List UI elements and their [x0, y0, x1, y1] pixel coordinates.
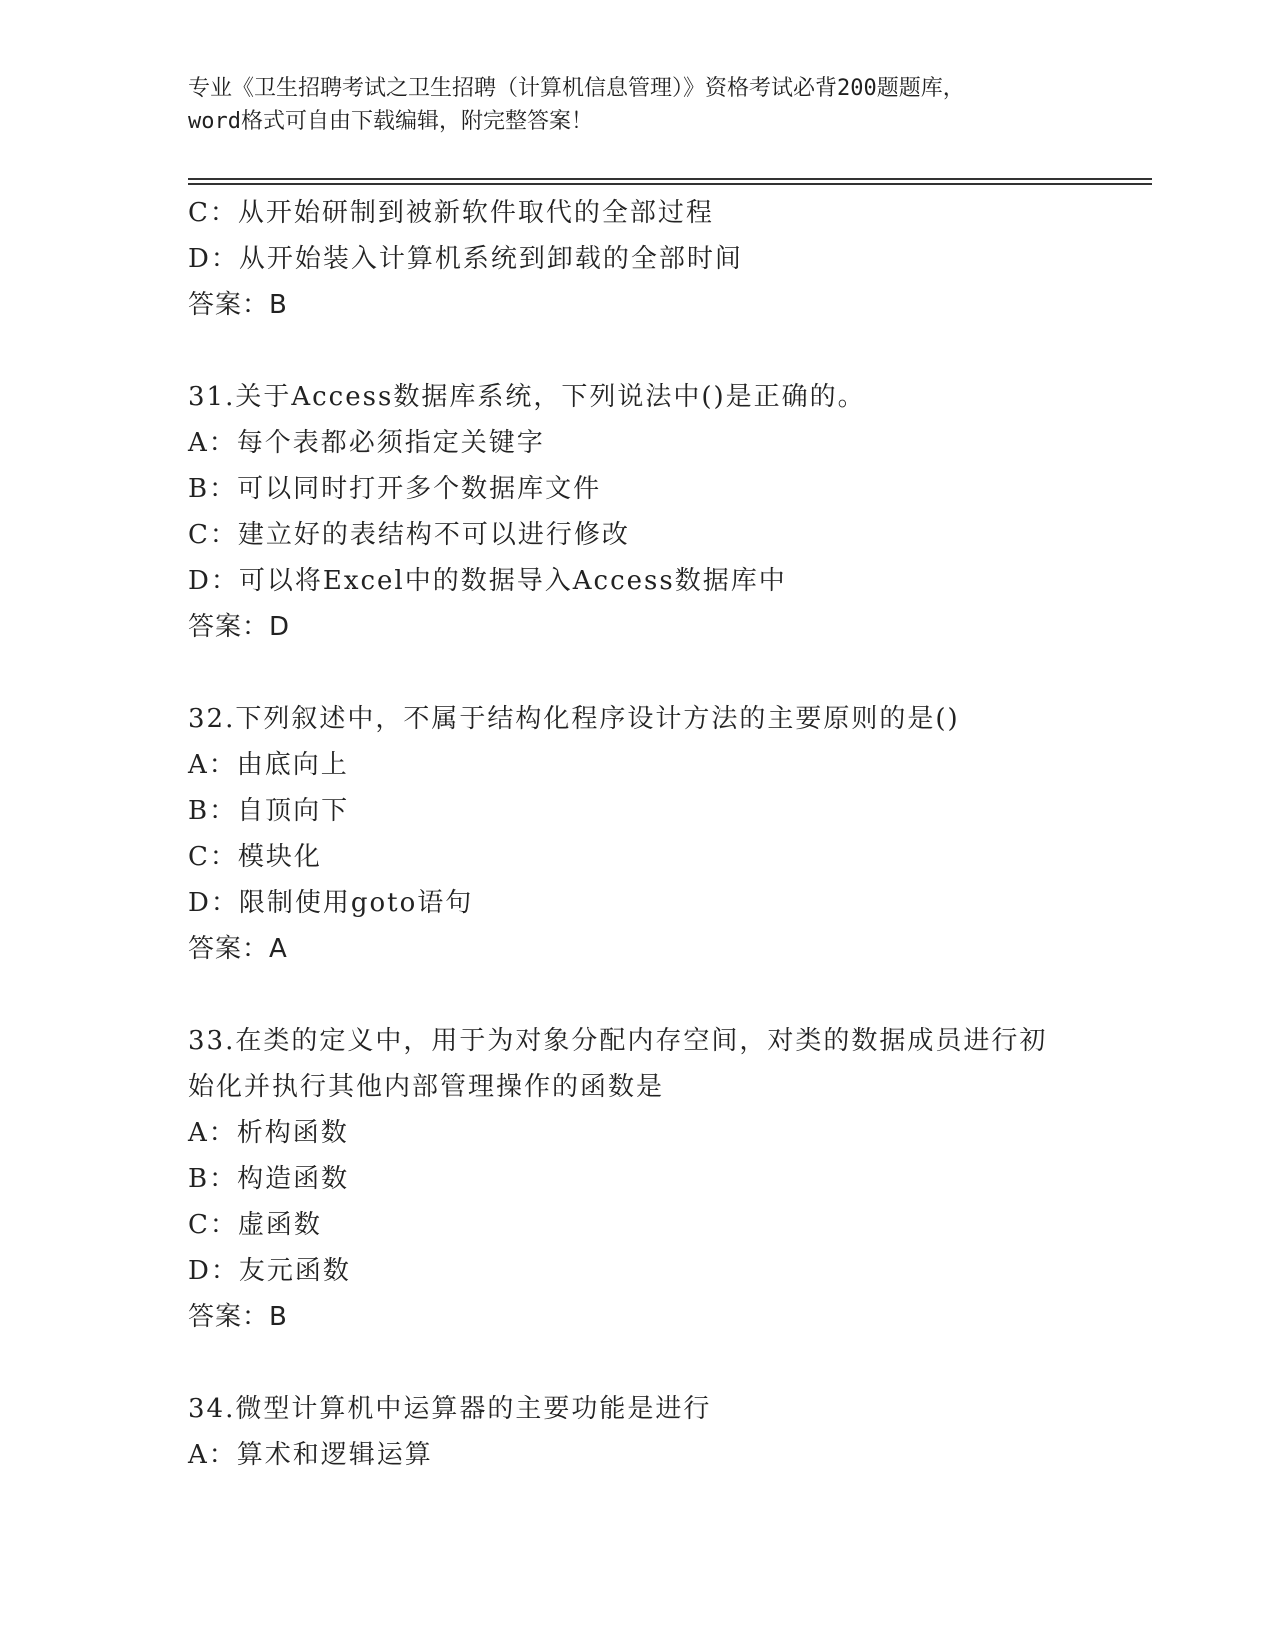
answer-line: 答案：B	[188, 1302, 288, 1332]
header-rule-top	[188, 178, 1152, 180]
question-stem: 31.关于Access数据库系统，下列说法中()是正确的。	[188, 382, 866, 412]
question-content	[188, 190, 1088, 1478]
question-gap	[188, 650, 1088, 696]
question-gap	[188, 328, 1088, 374]
option-line: A：由底向上	[188, 750, 349, 780]
question-stem: 34.微型计算机中运算器的主要功能是进行	[188, 1394, 712, 1424]
option-line: A：每个表都必须指定关键字	[188, 428, 545, 458]
question-stem-continued: 始化并执行其他内部管理操作的函数是	[188, 1072, 665, 1102]
option-line: D：友元函数	[188, 1256, 351, 1286]
question-stem: 33.在类的定义中，用于为对象分配内存空间，对类的数据成员进行初	[188, 1026, 1048, 1056]
question-33	[188, 1018, 1088, 1340]
answer-line: 答案：B	[188, 290, 288, 320]
question-gap	[188, 972, 1088, 1018]
option-line: C：模块化	[188, 842, 322, 872]
answer-line: 答案：D	[188, 612, 291, 642]
question-32	[188, 696, 1088, 972]
option-line: A：算术和逻辑运算	[188, 1440, 433, 1470]
option-line: B：构造函数	[188, 1164, 350, 1194]
header-rule-bottom	[188, 183, 1152, 185]
option-line: D：限制使用goto语句	[188, 888, 474, 918]
question-30-continued	[188, 190, 1088, 328]
question-34	[188, 1386, 1088, 1478]
option-line: B：自顶向下	[188, 796, 350, 826]
option-line: C：建立好的表结构不可以进行修改	[188, 520, 630, 550]
header-line-1: 专业《卫生招聘考试之卫生招聘（计算机信息管理）》资格考试必背200题题库，	[188, 76, 965, 101]
question-gap	[188, 1340, 1088, 1386]
answer-line: 答案：A	[188, 934, 288, 964]
document-header	[188, 72, 1088, 138]
option-line: B：可以同时打开多个数据库文件	[188, 474, 602, 504]
option-line: D：可以将Excel中的数据导入Access数据库中	[188, 566, 787, 596]
question-stem: 32.下列叙述中，不属于结构化程序设计方法的主要原则的是()	[188, 704, 960, 734]
option-line: D：从开始装入计算机系统到卸载的全部时间	[188, 244, 743, 274]
header-line-2: word格式可自由下载编辑，附完整答案！	[188, 109, 593, 134]
option-line: A：析构函数	[188, 1118, 349, 1148]
option-line: C：从开始研制到被新软件取代的全部过程	[188, 198, 714, 228]
option-line: C：虚函数	[188, 1210, 322, 1240]
question-31	[188, 374, 1088, 650]
